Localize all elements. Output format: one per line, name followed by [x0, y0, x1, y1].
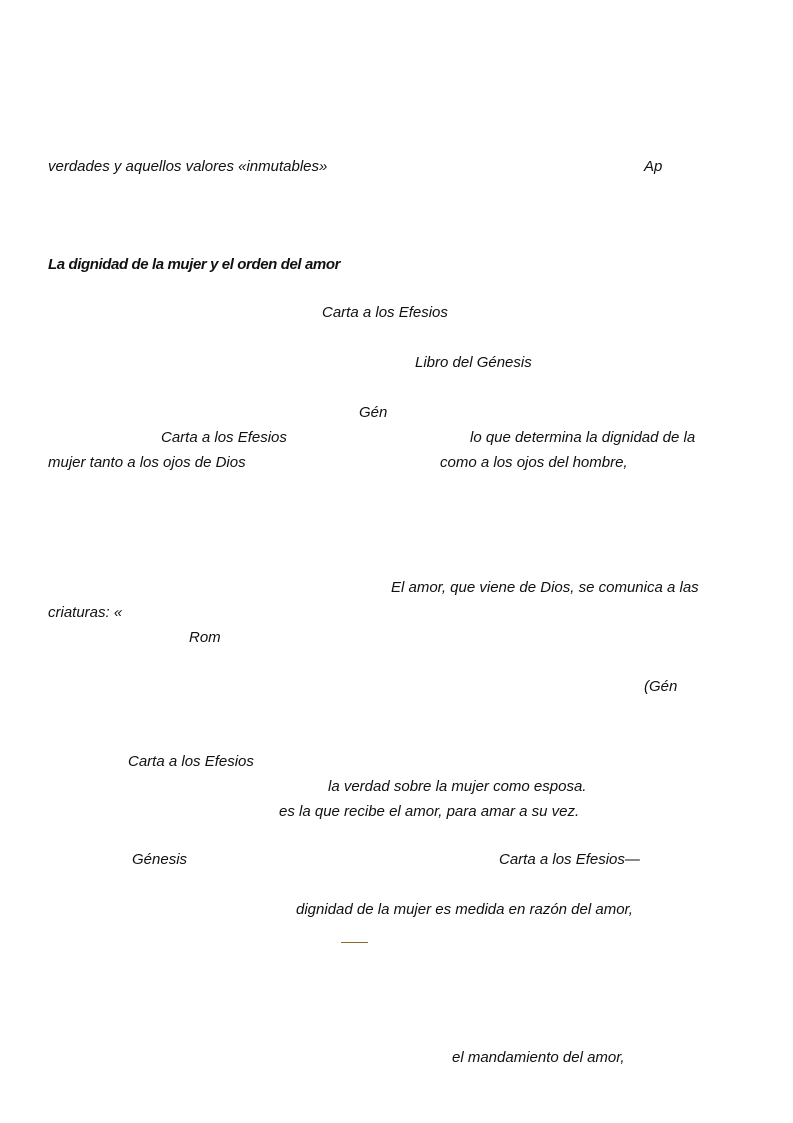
text-fragment: Carta a los Efesios	[161, 429, 287, 446]
text-fragment: criaturas: «	[48, 604, 123, 621]
text-fragment: Ap	[644, 158, 663, 175]
text-fragment: Libro del Génesis	[415, 354, 532, 371]
text-fragment: Génesis	[132, 851, 188, 868]
section-heading: La dignidad de la mujer y el orden del amor	[48, 256, 341, 273]
text-fragment: El amor, que viene de Dios, se comunica a las	[391, 579, 699, 596]
text-fragment: la verdad sobre la mujer como esposa.	[328, 778, 587, 795]
text-fragment: es la que recibe el amor, para amar a su vez.	[279, 803, 580, 820]
text-fragment: Carta a los Efesios	[322, 304, 448, 321]
text-fragment: Carta a los Efesios—	[499, 851, 640, 868]
text-fragment: como a los ojos del hombre,	[440, 454, 628, 471]
text-fragment: el mandamiento del amor,	[452, 1049, 625, 1066]
text-fragment: lo que determina la dignidad de la	[470, 429, 696, 446]
text-fragment: Gén	[359, 404, 388, 421]
text-fragment: (Gén	[644, 678, 678, 695]
horizontal-rule	[341, 942, 368, 943]
text-fragment: mujer tanto a los ojos de Dios	[48, 454, 246, 471]
text-fragment: verdades y aquellos valores «inmutables»	[48, 158, 328, 175]
text-fragment: dignidad de la mujer es medida en razón del amor,	[296, 901, 633, 918]
text-fragment: Carta a los Efesios	[128, 753, 254, 770]
text-fragment: Rom	[189, 629, 221, 646]
